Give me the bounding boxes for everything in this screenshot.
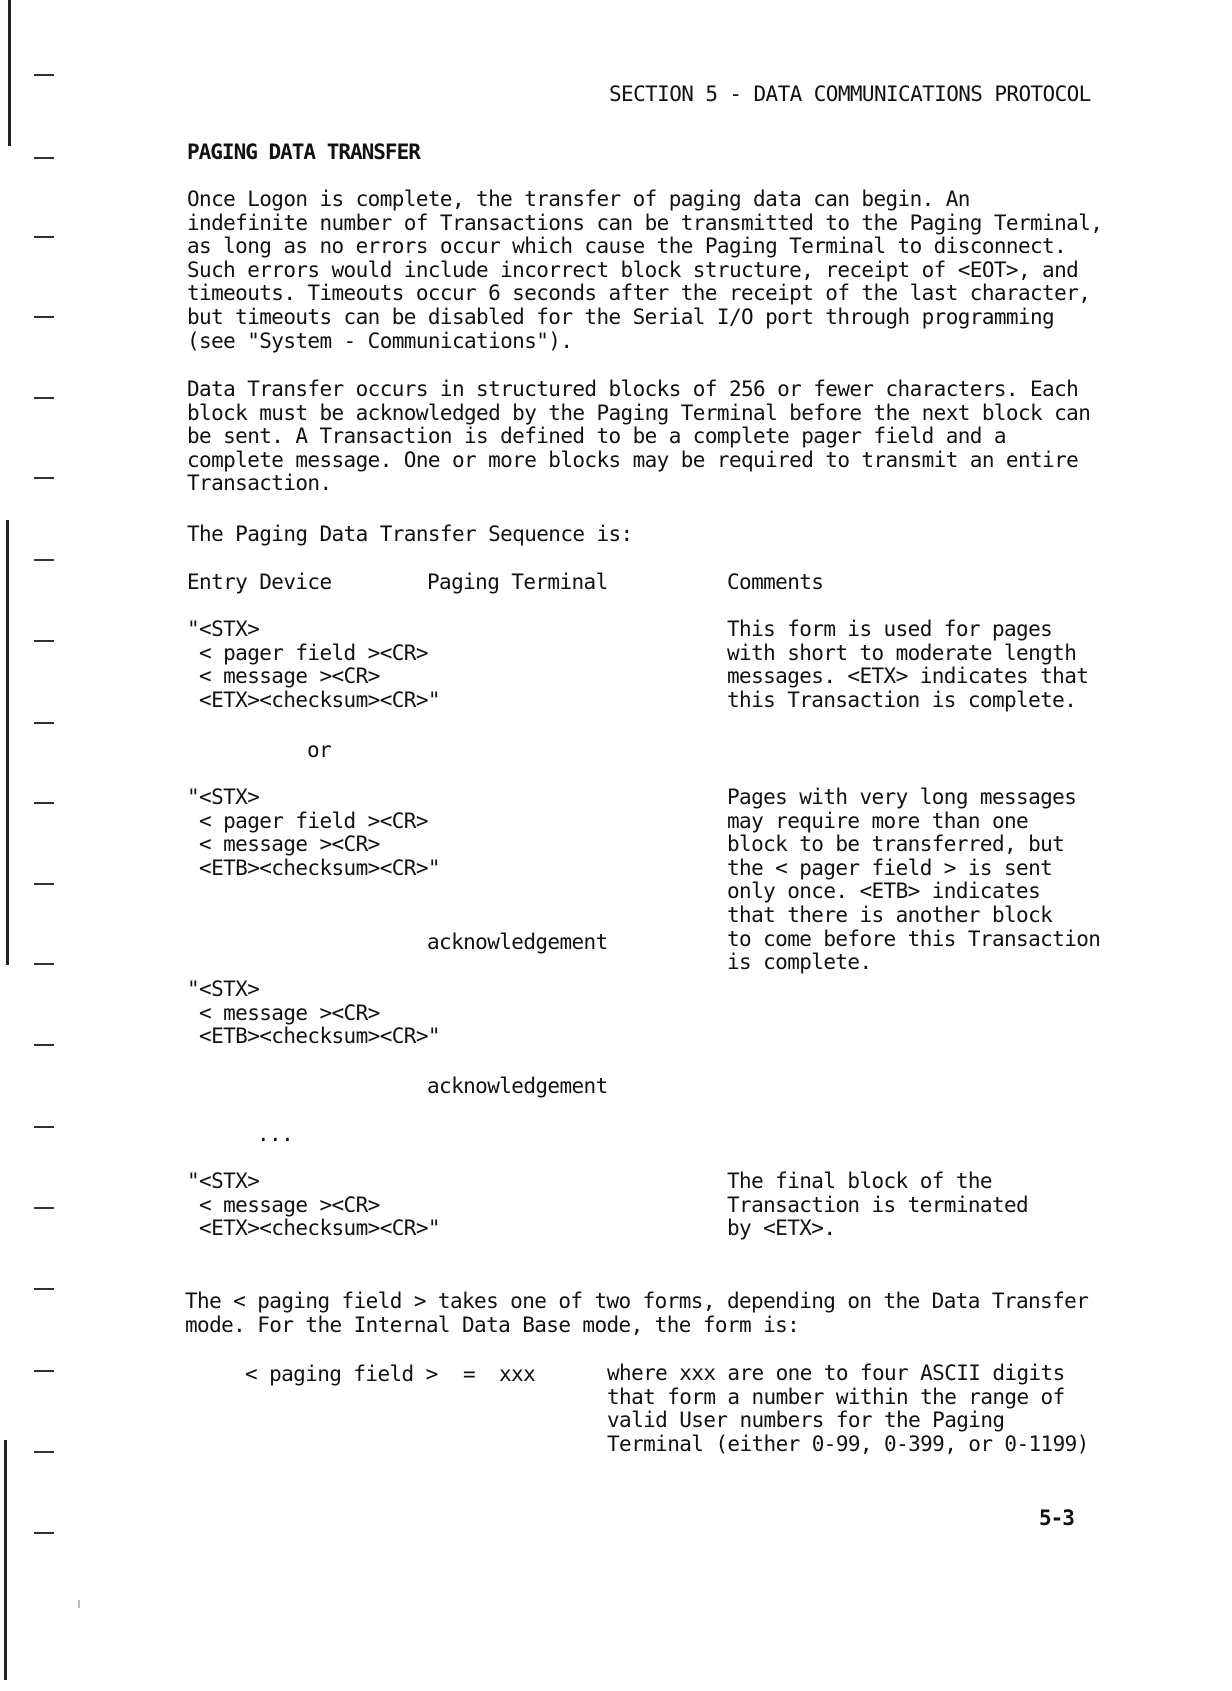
block-1-code: "<STX> < pager field ><CR> < message ><CR> <ETX><checksum><CR>": [187, 617, 440, 712]
margin-tick: [34, 559, 54, 561]
block-4-comment: The final block of the Transaction is terminated by <ETX>.: [727, 1169, 1029, 1241]
paging-field-intro: The < paging field > takes one of two forms, depending on the Data Transfer mode. For the Internal Data Base mode, the form is:: [185, 1289, 1089, 1337]
margin-tick: [34, 640, 54, 642]
margin-tick: [34, 1370, 54, 1372]
margin-tick: [34, 722, 54, 724]
paging-field-description: where xxx are one to four ASCII digits that form a number within the range of valid User numbers for the Paging Terminal (either 0-99, 0-399, or 0-1199): [607, 1361, 1089, 1456]
paging-field-equals: =: [463, 1362, 476, 1386]
margin-tick: [34, 236, 54, 238]
margin-tick: [34, 1288, 54, 1290]
block-1-comment: This form is used for pages with short to moderate length messages. <ETX> indicates that this Transaction is complete.: [727, 617, 1089, 712]
margin-tick: [34, 1207, 54, 1209]
section-heading: PAGING DATA TRANSFER: [187, 140, 420, 164]
or-label: or: [307, 738, 332, 762]
paragraph-data-transfer: Data Transfer occurs in structured blocks of 256 or fewer characters. Each block must be acknowledged by the Paging Terminal before the next block can be sent. A Transaction is defined to be a complete pager field and a complete message. One or more blocks may be required to transmit an entire Transaction.: [187, 377, 1091, 496]
margin-tick: [34, 1044, 54, 1046]
acknowledgement-2: acknowledgement: [427, 1074, 608, 1098]
block-2-code: "<STX> < pager field ><CR> < message ><CR> <ETB><checksum><CR>": [187, 785, 440, 880]
margin-tick: [34, 397, 54, 399]
section-header: SECTION 5 - DATA COMMUNICATIONS PROTOCOL: [609, 82, 1091, 106]
block-3-code: "<STX> < message ><CR> <ETB><checksum><CR>": [187, 977, 440, 1049]
margin-tick: [34, 316, 54, 318]
acknowledgement-1: acknowledgement: [427, 930, 608, 954]
margin-tick: [34, 477, 54, 479]
margin-tick: [34, 157, 54, 159]
margin-tick: [34, 963, 54, 965]
margin-tick: [34, 802, 54, 804]
margin-tick: [34, 1126, 54, 1128]
margin-tick: [34, 883, 54, 885]
paging-field-value: xxx: [499, 1362, 536, 1386]
ellipsis: ...: [257, 1122, 294, 1146]
column-header-comments: Comments: [727, 570, 824, 594]
block-2-comment: Pages with very long messages may require more than one block to be transferred, but the < pager field > is sent only once. <ETB> indicates that there is another block to come before this Transaction is complete.: [727, 785, 1101, 975]
binder-mark-bottom: [4, 1440, 7, 1680]
paragraph-sequence-intro: The Paging Data Transfer Sequence is:: [187, 522, 633, 546]
paragraph-intro: Once Logon is complete, the transfer of paging data can begin. An indefinite number of Transactions can be transmitted to the Paging Terminal, as long as no errors occur which cause the Paging Terminal to disconnect. Such errors would include incorrect block structure, receipt of <EOT>, and timeouts. Timeouts occur 6 seconds after the receipt of the last character, but timeouts can be disabled for the Serial I/O port through programming (see "System - Communications").: [187, 187, 1103, 353]
binder-mark-middle: [6, 520, 9, 965]
paging-field-form-label: < paging field >: [245, 1362, 438, 1386]
margin-tick: [34, 1532, 54, 1534]
scan-speck: [78, 1600, 80, 1608]
page-number: 5-3: [1039, 1506, 1074, 1530]
block-4-code: "<STX> < message ><CR> <ETX><checksum><CR>": [187, 1169, 440, 1241]
column-header-entry-device: Entry Device: [187, 570, 332, 594]
margin-tick: [34, 74, 54, 76]
column-header-paging-terminal: Paging Terminal: [427, 570, 608, 594]
binder-mark-top: [8, 0, 11, 146]
margin-tick: [34, 1451, 54, 1453]
